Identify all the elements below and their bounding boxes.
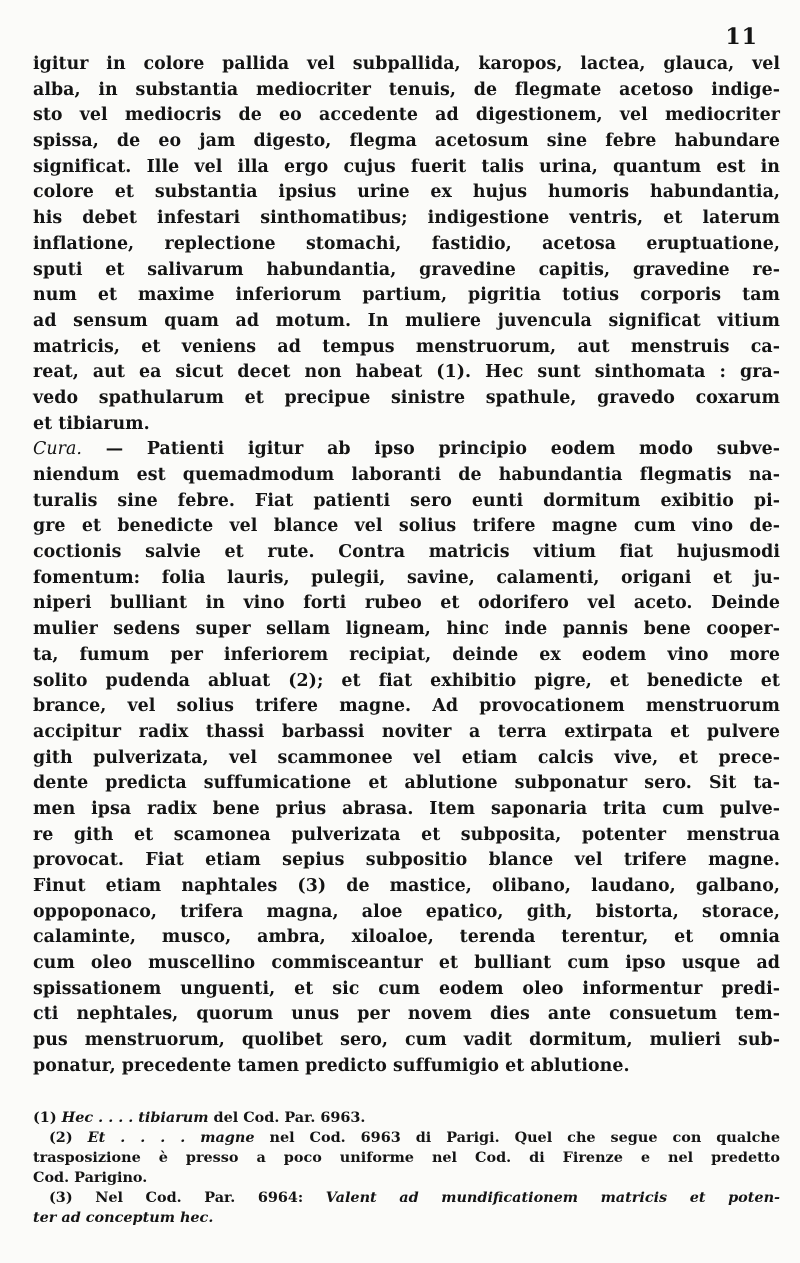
text-line: reat, aut ea sicut decet non habeat (1). Hec sunt sinthomata : gra- — [33, 362, 780, 383]
text-line: his debet infestari sinthomatibus; indigestione ventris, et laterum — [33, 208, 780, 229]
text-line: turalis sine febre. Fiat patienti sero eunti dormitum exibitio pi- — [33, 490, 780, 511]
text-line: colore et substantia ipsius urine ex hujus humoris habundantia, — [33, 182, 780, 203]
text-line: men ipsa radix bene prius abrasa. Item saponaria trita cum pulve- — [33, 798, 780, 819]
text-line: gith pulverizata, vel scammonee vel etiam calcis vive, et prece- — [33, 747, 780, 768]
text-line: solito pudenda abluat (2); et fiat exhibitio pigre, et benedicte et — [33, 670, 780, 691]
footnote-italic-text: Valent ad mundificationem matricis et poten- — [325, 1189, 781, 1206]
text-line: Finut etiam naphtales (3) de mastice, olibano, laudano, galbano, — [33, 876, 780, 896]
footnote-line — [33, 1188, 780, 1208]
footnote-line: Cod. Parigino. — [33, 1169, 148, 1186]
text-line: pus menstruorum, quolibet sero, cum vadit dormitum, mulieri sub- — [33, 1030, 780, 1051]
text-line: re gith et scamonea pulverizata et subposita, potenter menstrua — [33, 824, 780, 845]
text-line: niperi bulliant in vino forti rubeo et odorifero vel aceto. Deinde — [33, 593, 780, 614]
text-line: vedo spathularum et precipue sinistre spathule, gravedo coxarum — [33, 387, 780, 408]
text-line: sputi et salivarum habundantia, gravedine capitis, gravedine re- — [33, 259, 780, 280]
page-number: 11 — [725, 24, 758, 50]
paragraph-cura — [33, 437, 780, 1079]
footnote-italic-text: Hec . . . . tibiarum — [61, 1109, 209, 1126]
footnotes — [33, 1108, 780, 1228]
footnote-text: del Cod. Par. 6963. — [208, 1109, 366, 1126]
footnote-marker: (3) — [49, 1189, 73, 1206]
text-line: num et maxime inferiorum partium, pigritia totius corporis tam — [33, 285, 780, 306]
text-line: spissationem unguenti, et sic cum eodem oleo informentur predi- — [33, 978, 780, 999]
text-line: ad sensum quam ad motum. In muliere juvencula significat vitium — [33, 310, 780, 331]
text-line: sto vel mediocris de eo accedente ad digestionem, vel mediocriter — [33, 105, 780, 126]
text-line: significat. Ille vel illa ergo cujus fuerit talis urina, quantum est in — [33, 156, 780, 177]
text-line: alba, in substantia mediocriter tenuis, de flegmate acetoso indige- — [33, 79, 780, 100]
paragraph-urine-signs — [33, 52, 780, 437]
footnote-line — [33, 1108, 780, 1128]
text-line: et tibiarum. — [33, 413, 150, 434]
footnote-3 — [33, 1188, 780, 1228]
footnote-1 — [33, 1108, 780, 1128]
footnote-marker: (1) — [33, 1109, 57, 1126]
text-line: igitur in colore pallida vel subpallida, karopos, lactea, glauca, vel — [33, 54, 780, 74]
text-line — [33, 437, 780, 463]
text-line: brance, vel solius trifere magne. Ad provocationem menstruorum — [33, 696, 780, 717]
text-line: fomentum: folia lauris, pulegii, savine, calamenti, origani et ju- — [33, 567, 780, 588]
footnote-italic-text: Et . . . . magne — [87, 1129, 255, 1146]
text-line: mulier sedens super sellam ligneam, hinc inde pannis bene cooper- — [33, 619, 780, 640]
footnote-text: nel Cod. 6963 di Parigi. Quel che segue con qualche — [254, 1129, 780, 1146]
footnote-text: Nel Cod. Par. 6964: — [72, 1189, 326, 1206]
text-line: niendum est quemadmodum laboranti de habundantia flegmatis na- — [33, 465, 780, 485]
text-line: coctionis salvie et rute. Contra matricis vitium fiat hujusmodi — [33, 542, 780, 563]
footnote-line: trasposizione è presso a poco uniforme nel Cod. di Firenze e nel predetto — [33, 1149, 780, 1166]
text-line: inflatione, replectione stomachi, fastidio, acetosa eruptuatione, — [33, 233, 780, 254]
text-line: dente predicta suffumicatione et ablutione subponatur sero. Sit ta- — [33, 773, 780, 794]
footnote-line: ter ad conceptum hec. — [33, 1209, 214, 1226]
text-line: accipitur radix thassi barbassi noviter a terra extirpata et pulvere — [33, 721, 780, 742]
text-line: ponatur, precedente tamen predicto suffumigio et ablutione. — [33, 1055, 630, 1076]
footnote-2 — [33, 1128, 780, 1188]
text-line: spissa, de eo jam digesto, flegma acetosum sine febre habundare — [33, 131, 780, 152]
text-line: provocat. Fiat etiam sepius subpositio blance vel trifere magne. — [33, 850, 780, 871]
text-line-content: — Patienti igitur ab ipso principio eodem modo subve- — [105, 439, 780, 460]
footnote-line — [33, 1128, 780, 1148]
footnote-marker: (2) — [49, 1129, 73, 1146]
text-line: calaminte, musco, ambra, xiloaloe, terenda terentur, et omnia — [33, 927, 780, 948]
text-line: cum oleo muscellino commisceantur et bulliant cum ipso usque ad — [33, 953, 780, 974]
main-text — [33, 52, 780, 1080]
text-line: ta, fumum per inferiorem recipiat, deinde ex eodem vino more — [33, 644, 780, 665]
text-line: matricis, et veniens ad tempus menstruorum, aut menstruis ca- — [33, 336, 780, 357]
text-line: oppoponaco, trifera magna, aloe epatico, gith, bistorta, storace, — [33, 901, 780, 922]
section-label-cura: Cura. — [33, 439, 82, 460]
text-line: gre et benedicte vel blance vel solius trifere magne cum vino de- — [33, 516, 780, 537]
text-line: cti nephtales, quorum unus per novem dies ante consuetum tem- — [33, 1004, 780, 1025]
